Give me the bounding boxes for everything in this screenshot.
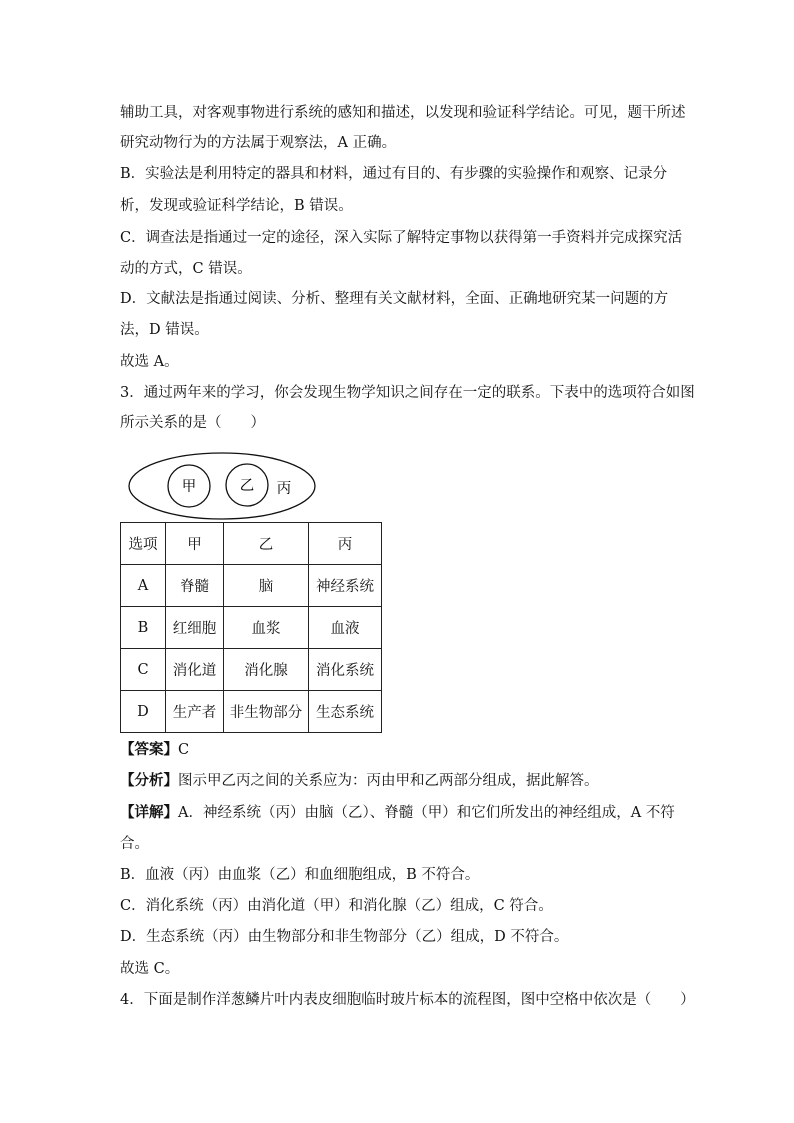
table-cell: 血液 <box>309 607 382 649</box>
table-cell: 消化道 <box>166 649 224 691</box>
table-header-row <box>121 523 382 565</box>
text-line: C．调查法是指通过一定的途径，深入实际了解特定事物以获得第一手资料并完成探究活 <box>120 230 683 246</box>
text-line: 故选 C。 <box>120 961 180 977</box>
table-cell: 非生物部分 <box>224 691 309 733</box>
text-line: 动的方式，C 错误。 <box>120 261 252 277</box>
question-3-stem: 所示关系的是（ ） <box>120 415 265 431</box>
text-line: B．血液（丙）由血浆（乙）和血细胞组成，B 不符合。 <box>120 867 480 883</box>
table-header-cell: 丙 <box>309 523 382 565</box>
table-cell: 脊髓 <box>166 565 224 607</box>
analysis-tag: 【分析】 <box>120 772 178 789</box>
table-header-cell: 选项 <box>121 523 166 565</box>
text-line: 辅助工具，对客观事物进行系统的感知和描述，以发现和验证科学结论。可见，题干所述 <box>120 105 686 121</box>
table-cell: 红细胞 <box>166 607 224 649</box>
text-line: 合。 <box>120 836 149 852</box>
detail-text: A．神经系统（丙）由脑（乙）、脊髓（甲）和它们所发出的神经组成，A 不符 <box>178 805 675 821</box>
label-bing: 丙 <box>276 481 292 497</box>
table-cell: D <box>121 691 166 733</box>
question-4-stem: 4．下面是制作洋葱鳞片叶内表皮细胞临时玻片标本的流程图，图中空格中依次是（ ） <box>120 992 695 1008</box>
table-row <box>121 691 382 733</box>
table-cell: 消化腺 <box>224 649 309 691</box>
answer-text: C <box>178 742 190 758</box>
text-line: 研究动物行为的方法属于观察法，A 正确。 <box>120 135 397 151</box>
table-row <box>121 649 382 691</box>
table-cell: 血浆 <box>224 607 309 649</box>
text-line: B．实验法是利用特定的器具和材料，通过有目的、有步骤的实验操作和观察、记录分 <box>120 166 668 182</box>
text-line: D．生态系统（丙）由生物部分和非生物部分（乙）组成，D 不符合。 <box>120 929 569 945</box>
answer-tag: 【答案】 <box>120 741 178 758</box>
analysis-text: 图示甲乙丙之间的关系应为：丙由甲和乙两部分组成，据此解答。 <box>178 773 599 789</box>
table-row <box>121 607 382 649</box>
table-cell: 生产者 <box>166 691 224 733</box>
text-line: C．消化系统（丙）由消化道（甲）和消化腺（乙）组成，C 符合。 <box>120 898 553 914</box>
table-header-cell: 甲 <box>166 523 224 565</box>
table-cell: 消化系统 <box>309 649 382 691</box>
detail-line <box>120 803 675 823</box>
table-cell: C <box>121 649 166 691</box>
question-3-stem: 3．通过两年来的学习，你会发现生物学知识之间存在一定的联系。下表中的选项符合如图 <box>120 385 695 401</box>
label-jia: 甲 <box>181 479 197 495</box>
text-line: 析，发现或验证科学结论，B 错误。 <box>120 198 353 214</box>
set-relationship-diagram <box>127 451 317 521</box>
text-line: D．文献法是指通过阅读、分析、整理有关文献材料，全面、正确地研究某一问题的方 <box>120 291 669 307</box>
table-header-cell: 乙 <box>224 523 309 565</box>
table-cell: A <box>121 565 166 607</box>
table-cell: 生态系统 <box>309 691 382 733</box>
text-line: 法，D 错误。 <box>120 322 209 338</box>
table-cell: 神经系统 <box>309 565 382 607</box>
answer-line <box>120 740 189 760</box>
label-yi: 乙 <box>239 478 255 494</box>
text-line: 故选 A。 <box>120 354 179 370</box>
detail-tag: 【详解】 <box>120 804 178 821</box>
table-row <box>121 565 382 607</box>
options-table <box>120 522 382 733</box>
table-cell: 脑 <box>224 565 309 607</box>
analysis-line <box>120 771 599 791</box>
table-cell: B <box>121 607 166 649</box>
